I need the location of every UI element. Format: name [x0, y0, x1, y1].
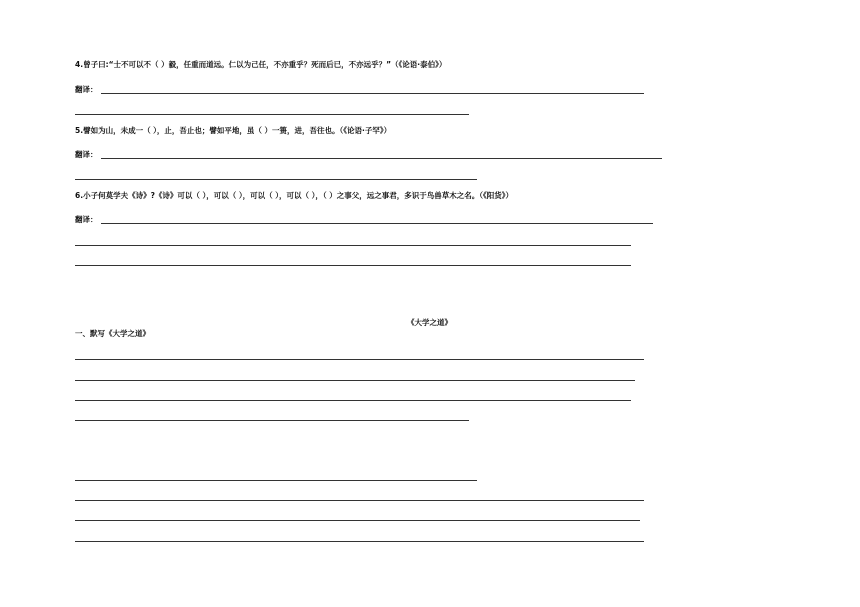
dictation-line-7[interactable]	[75, 520, 640, 521]
question-5-answer-line-2[interactable]	[75, 179, 477, 180]
question-5-answer-line-1[interactable]	[101, 158, 662, 159]
question-4-answer-line-2[interactable]	[75, 114, 469, 115]
dictation-line-1[interactable]	[75, 359, 644, 360]
section-title: 《大学之道》	[407, 318, 452, 327]
question-4-text: 4.曾子曰:“士不可以不（ ）毅，任重而道远。仁以为己任，不亦重乎？死而后已，不亦远乎？”（《论语·泰伯》）	[75, 60, 447, 69]
dictation-line-8[interactable]	[75, 541, 644, 542]
question-5-translation-label: 翻译：	[75, 150, 98, 159]
question-6-translation-label: 翻译：	[75, 215, 98, 224]
question-4-answer-line-1[interactable]	[101, 93, 644, 94]
question-6-answer-line-1[interactable]	[101, 223, 653, 224]
dictation-line-4[interactable]	[75, 420, 469, 421]
question-5-text: 5.譬如为山，未成一（ ），止，吾止也；譬如平地，虽（ ）一篑，进，吾往也。（《论语·子罕》）	[75, 126, 392, 135]
question-4-translation-label: 翻译：	[75, 85, 98, 94]
dictation-line-6[interactable]	[75, 500, 644, 501]
question-6-text: 6.小子何莫学夫《诗》?《诗》可以（ ），可以（ ），可以（ ），可以（ ），（ ）之事父，远之事君，多识于鸟兽草木之名。（《阳货》）	[75, 191, 513, 200]
dictation-line-2[interactable]	[75, 380, 635, 381]
question-6-answer-line-2[interactable]	[75, 245, 631, 246]
section-subtitle: 一、默写《大学之道》	[75, 329, 150, 338]
question-6-answer-line-3[interactable]	[75, 265, 631, 266]
dictation-line-3[interactable]	[75, 400, 631, 401]
dictation-line-5[interactable]	[75, 480, 477, 481]
